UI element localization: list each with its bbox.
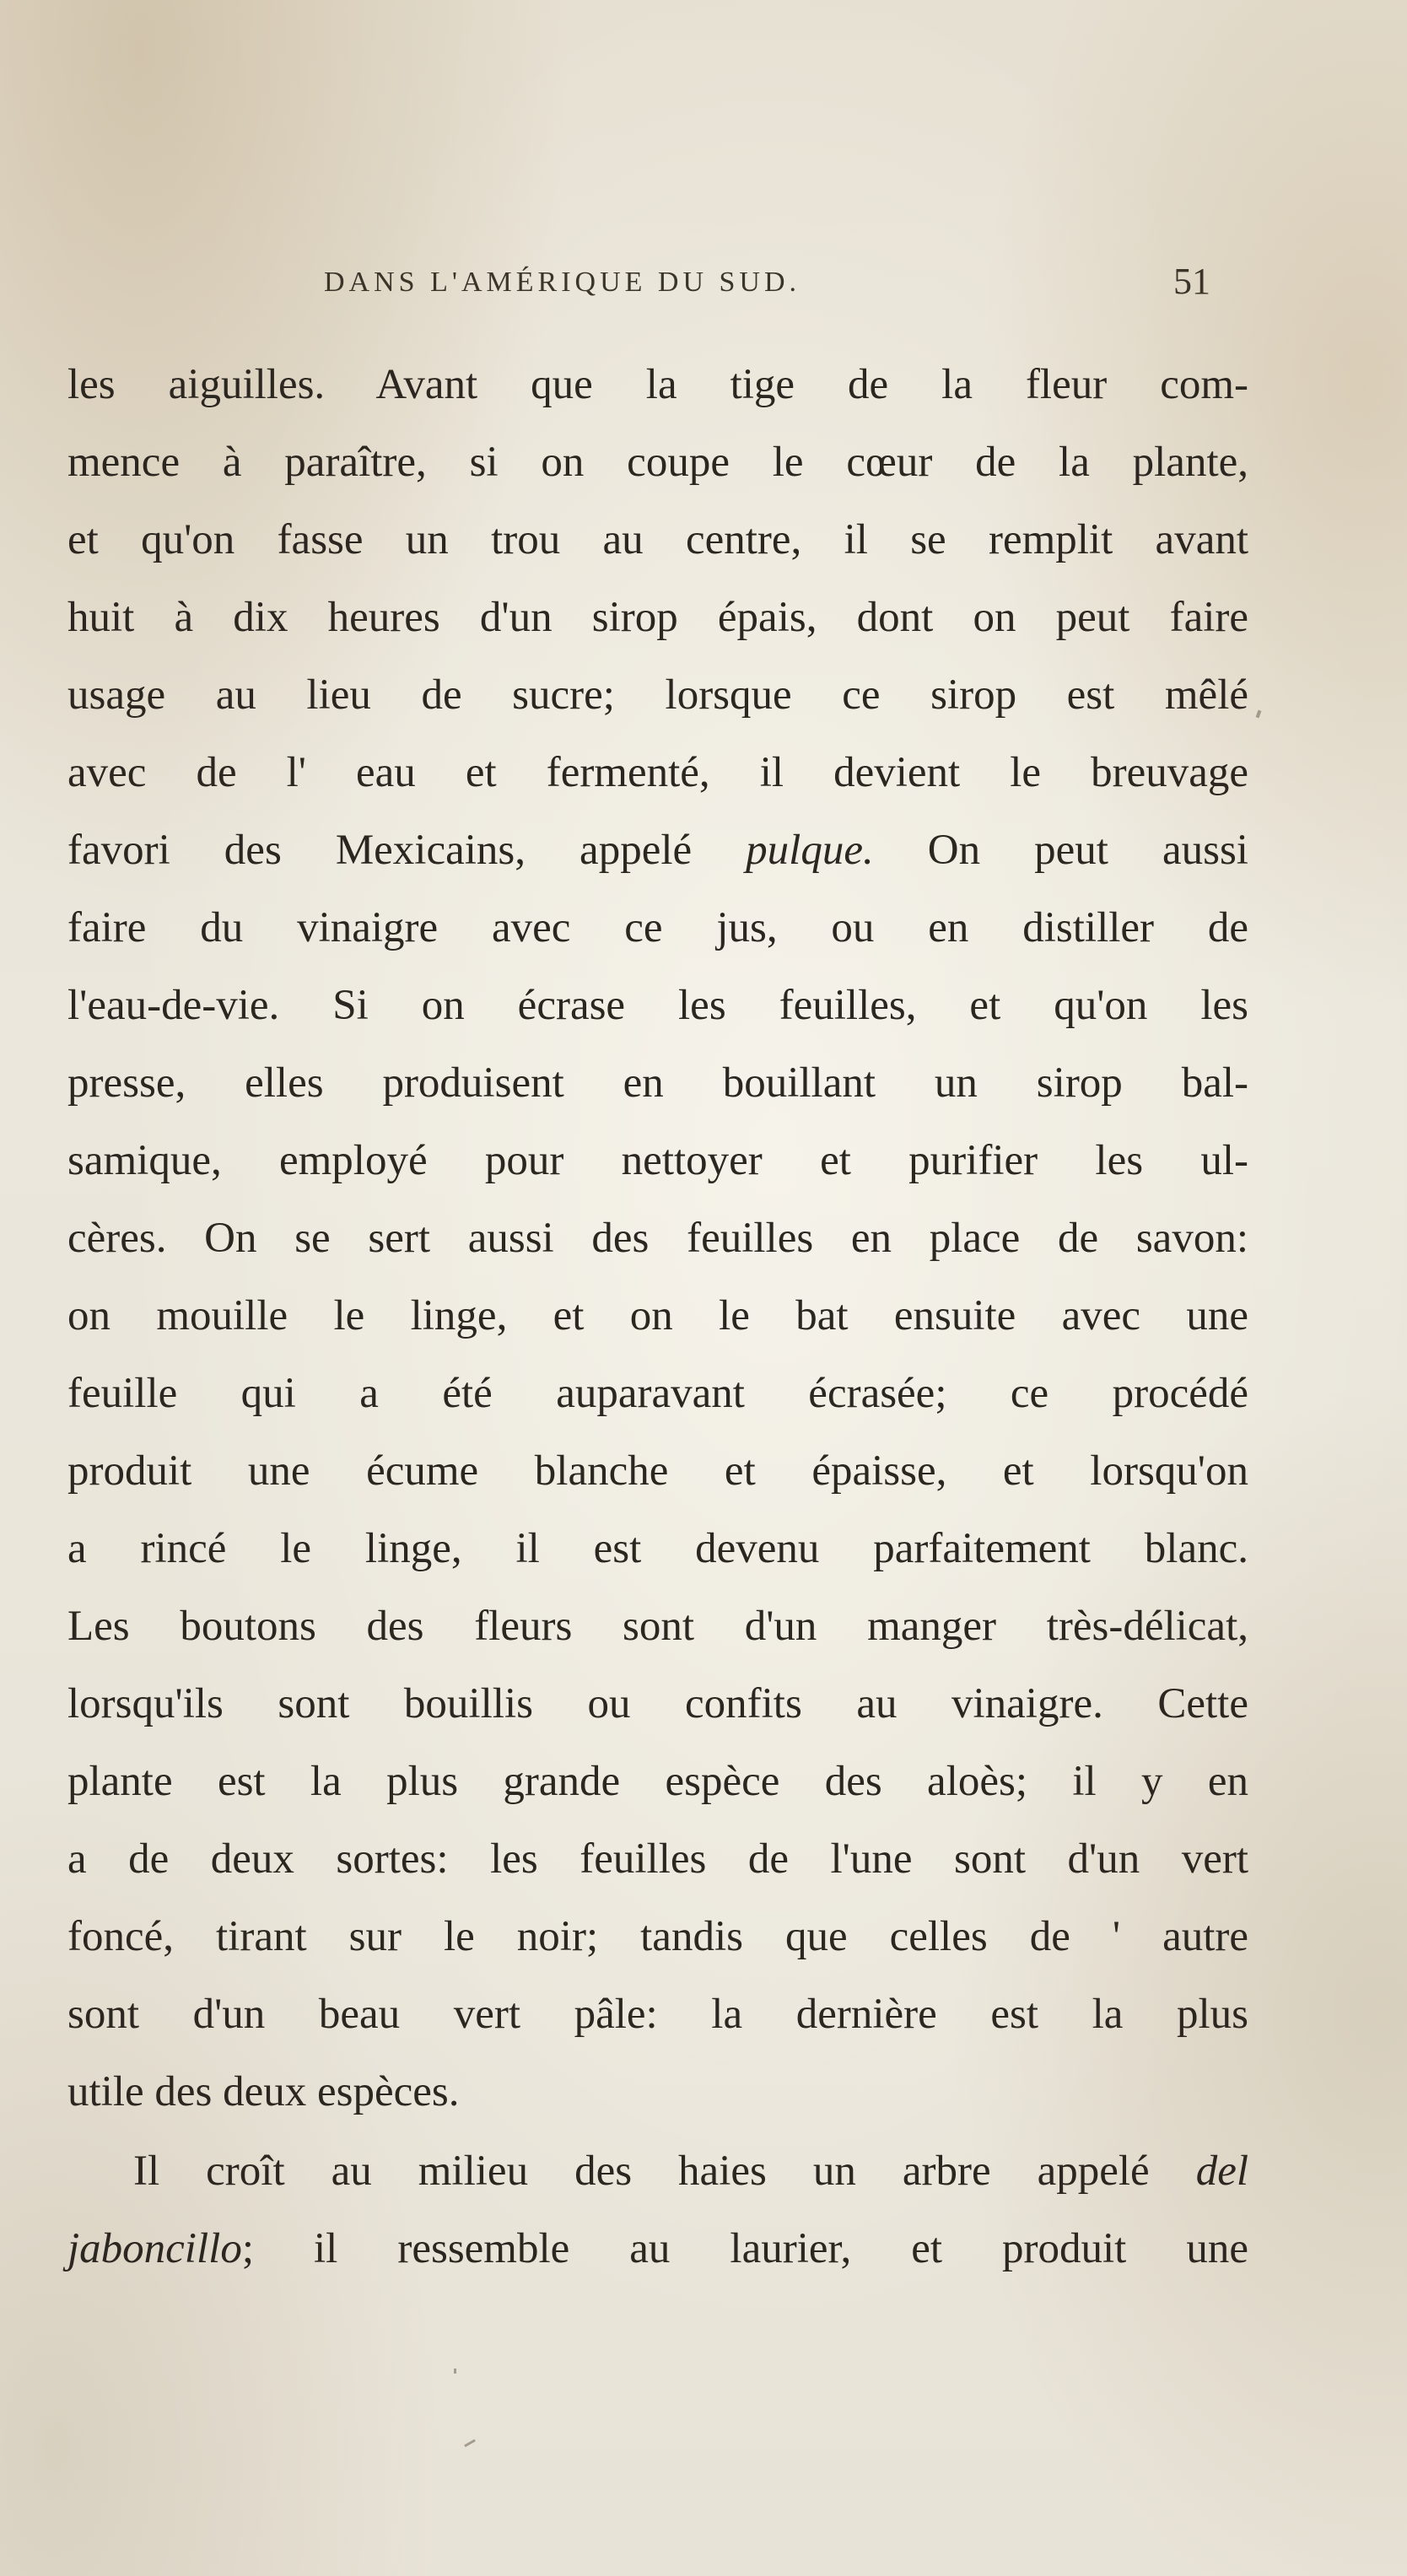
text-segment: Il croît au milieu des haies un arbre appelé xyxy=(133,2148,1196,2195)
text-line: on mouille le linge, et on le bat ensuite avec une xyxy=(67,1292,1248,1339)
text-line: a rincé le linge, il est devenu parfaitement blanc. xyxy=(67,1525,1248,1572)
text-line: lorsqu'ils sont bouillis ou confits au vinaigre. Cette xyxy=(67,1680,1248,1727)
text-line: usage au lieu de sucre; lorsque ce sirop est mêlé xyxy=(67,671,1248,719)
text-line: a de deux sortes: les feuilles de l'une sont d'un vert xyxy=(67,1835,1248,1883)
text-line: cères. On se sert aussi des feuilles en place de savon: xyxy=(67,1215,1248,1262)
running-title: DANS L'AMÉRIQUE DU SUD. xyxy=(324,267,801,298)
text-line: Les boutons des fleurs sont d'un manger très-délicat, xyxy=(67,1603,1248,1650)
text-line: faire du vinaigre avec ce jus, ou en distiller de xyxy=(67,904,1248,951)
italic-term-jaboncillo: jaboncillo xyxy=(67,2225,242,2272)
paper-speck xyxy=(454,2369,456,2374)
text-line: plante est la plus grande espèce des aloès; il y en xyxy=(67,1758,1248,1805)
text-line: l'eau-de-vie. Si on écrase les feuilles, et qu'on les xyxy=(67,982,1248,1029)
text-line: mence à paraître, si on coupe le cœur de la plante, xyxy=(67,439,1248,486)
text-line: samique, employé pour nettoyer et purifier les ul- xyxy=(67,1137,1248,1184)
text-line: huit à dix heures d'un sirop épais, dont on peut faire xyxy=(67,594,1248,641)
text-line xyxy=(67,811,1248,889)
body-text xyxy=(67,346,1248,2288)
paper-speck xyxy=(1256,710,1262,719)
text-line: presse, elles produisent en bouillant un sirop bal- xyxy=(67,1059,1248,1107)
text-line: produit une écume blanche et épaisse, et lorsqu'on xyxy=(67,1447,1248,1495)
text-segment: ; il ressemble au laurier, et produit une xyxy=(241,2225,1248,2272)
text-line: utile des deux espèces. xyxy=(67,2068,460,2115)
text-line: avec de l' eau et fermenté, il devient le breuvage xyxy=(67,749,1248,796)
italic-term-pulque: pulque. xyxy=(746,827,874,874)
text-line: sont d'un beau vert pâle: la dernière est la plus xyxy=(67,1991,1248,2038)
text-line: les aiguilles. Avant que la tige de la fleur com- xyxy=(67,361,1248,408)
text-line: et qu'on fasse un trou au centre, il se remplit avant xyxy=(67,516,1248,563)
italic-term-del: del xyxy=(1195,2148,1248,2195)
running-head xyxy=(67,263,1210,314)
text-line: foncé, tirant sur le noir; tandis que celles de ' autre xyxy=(67,1913,1248,1960)
page-number: 51 xyxy=(1173,261,1210,302)
text-line: feuille qui a été auparavant écrasée; ce procédé xyxy=(67,1370,1248,1417)
text-segment: favori des Mexicains, appelé xyxy=(67,827,747,874)
paper-speck xyxy=(464,2439,476,2448)
paragraph-start-line xyxy=(67,2132,1248,2210)
text-segment: On peut aussi xyxy=(873,827,1248,874)
text-line xyxy=(67,2210,1248,2288)
